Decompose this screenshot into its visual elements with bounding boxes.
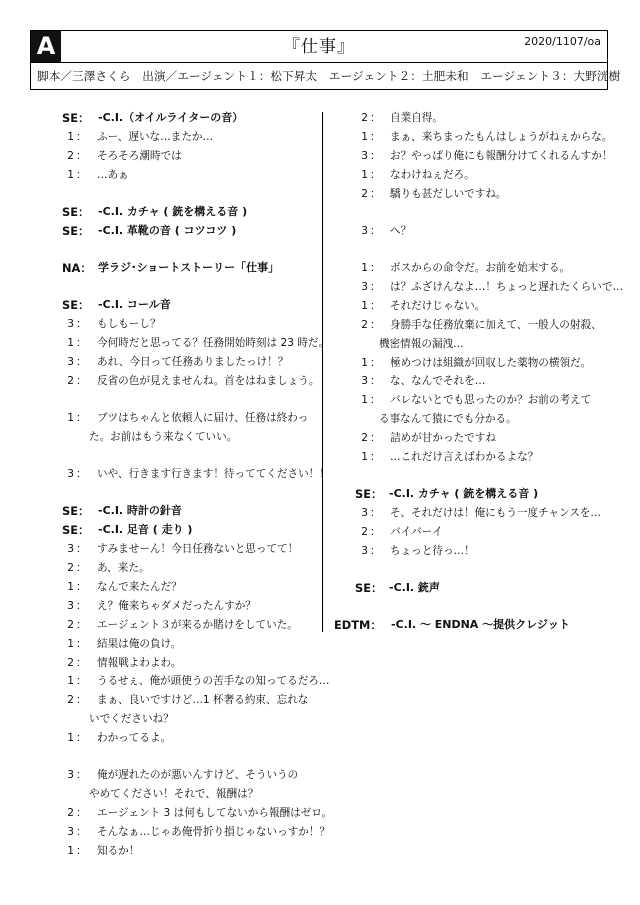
speaker-number: 3 [67,599,74,612]
speaker-colon: ： [370,544,381,557]
dialogue-text: 驕りも甚だしいですね。 [390,187,507,200]
speaker-number: 3 [67,826,74,838]
dialogue-text: まぁ、良いですけど…1 杯奢る約束、忘れな [97,694,309,707]
dialogue-text: ブツはちゃんと依頼人に届け、任務は終わっ [97,412,309,424]
cue-text: -C.I. カチャ ( 銃を構える音 ) [98,204,248,218]
speaker-number: 3 [361,224,368,237]
speaker-number: 2 [67,656,74,669]
cue-label: EDTM： [334,618,382,633]
speaker-colon: ： [370,356,381,369]
speaker-number: 3 [67,543,74,556]
speaker-number: 3 [67,318,74,331]
speaker-number: 1 [361,356,368,369]
dialogue-text: やめてください！それで、報酬は？ [89,788,259,801]
dialogue-text: え？俺来ちゃダメだったんすか？ [97,599,256,612]
speaker-colon: ： [76,807,87,820]
dialogue-text: 極めつけは組織が回収した薬物の横領だ。 [390,356,592,369]
speaker-number: 2 [67,807,74,820]
cue-text: -C.I. 革靴の音 ( コツコツ ) [98,223,237,237]
speaker-colon: ： [76,618,87,631]
speaker-colon: ： [370,224,381,237]
dialogue-text: まぁ、来ちまったもんはしょうがねぇからな。 [390,130,613,143]
cue-label: SE： [355,487,383,502]
dialogue-text: た。お前はもう来なくていい。 [89,430,238,443]
speaker-colon: ： [370,318,381,331]
speaker-colon: ： [76,149,87,162]
speaker-colon: ： [370,375,381,388]
cue-text: -C.I. ～ ENDNA ～提供クレジット [391,618,570,632]
dialogue-text: 身勝手な任務放棄に加えて、一般人の射殺、 [390,318,602,331]
dialogue-text: エージェント３が来るか賭けをしていた。 [97,618,298,631]
cue-text: -C.I. 時計の針音 [98,504,182,518]
speaker-colon: ： [76,694,87,707]
dialogue-text: 機密情報の漏洩… [379,337,464,350]
dialogue-text: …あぁ [97,168,129,181]
script-title: 『仕事』 [283,37,355,57]
cue-label: SE： [62,204,90,219]
speaker-number: 1 [67,637,74,650]
speaker-number: 2 [67,562,74,574]
speaker-colon: ： [76,675,87,688]
speaker-number: 3 [361,507,368,520]
dialogue-text: すみませーん！今日任務ないと思ってて！ [97,543,299,556]
column-divider [322,112,323,632]
speaker-colon: ： [370,168,381,181]
speaker-number: 3 [67,468,74,481]
cue-label: NA： [62,261,92,275]
speaker-colon: ： [76,168,87,181]
speaker-number: 3 [361,544,368,557]
dialogue-text: ふー、遅いな…またか… [97,130,214,143]
speaker-number: 2 [361,187,368,200]
cue-label: SE： [62,523,90,538]
speaker-number: 1 [361,168,368,181]
dialogue-text: それだけじゃない。 [390,299,486,312]
speaker-number: 2 [67,374,74,387]
speaker-number: 1 [67,412,74,424]
dialogue-text: バレないとでも思ったのか？お前の考えて [390,394,592,407]
speaker-number: 2 [67,149,74,162]
speaker-colon: ： [370,187,381,200]
dialogue-text: あ、来た。 [97,562,150,574]
speaker-number: 3 [67,355,74,368]
speaker-colon: ： [76,130,87,143]
dialogue-text: そろそろ潮時では [97,149,182,162]
speaker-colon: ： [76,826,87,838]
speaker-number: 1 [67,675,74,688]
cue-text: -C.I. カチャ ( 銃を構える音 ) [389,487,539,501]
dialogue-text: いでくださいね？ [89,713,174,726]
speaker-colon: ： [76,844,87,857]
speaker-number: 1 [361,299,368,312]
speaker-number: 2 [361,526,368,538]
speaker-colon: ： [370,112,381,124]
speaker-colon: ： [370,299,381,312]
speaker-colon: ： [76,769,87,782]
dialogue-text: 詰めが甘かったですね [390,432,496,445]
document-id: 2020/1107/oa [524,35,601,48]
dialogue-text: 結果は俺の負け。 [97,637,182,650]
dialogue-text: バイバーイ [390,526,443,538]
speaker-colon: ： [76,562,87,574]
speaker-number: 1 [67,130,74,143]
speaker-number: 2 [361,318,368,331]
cue-label: SE： [62,298,90,313]
speaker-number: 2 [361,432,368,445]
dialogue-text: そんなぁ…じゃあ俺骨折り損じゃないっすか！？ [97,826,331,838]
dialogue-text: 自業自得。 [390,112,443,124]
dialogue-text: は？ふざけんなよ…！ちょっと遅れたくらいで… [390,280,624,293]
speaker-colon: ： [370,280,381,293]
speaker-colon: ： [370,451,381,463]
speaker-colon: ： [370,507,381,520]
speaker-number: 1 [361,451,368,463]
dialogue-text: …これだけ言えばわかるよな？ [390,451,539,463]
speaker-colon: ： [76,599,87,612]
speaker-number: 3 [361,280,368,293]
speaker-colon: ： [370,130,381,143]
dialogue-text: あれ、今日って任務ありましたっけ！？ [97,355,289,368]
dialogue-text: 知るか！ [97,844,140,857]
dialogue-text: ボスからの命令だ。お前を始末する。 [390,262,571,274]
header-divider [31,62,607,63]
speaker-number: 2 [361,112,368,124]
dialogue-text: な、なんでそれを… [390,375,486,388]
dialogue-text: そ、それだけは！俺にもう一度チャンスを… [390,507,602,520]
speaker-colon: ： [76,637,87,650]
speaker-number: 1 [67,732,74,745]
speaker-colon: ： [76,412,87,424]
speaker-colon: ： [370,149,381,162]
speaker-number: 2 [67,618,74,631]
cue-label: SE： [62,111,90,125]
cue-text: -C.I. コール音 [98,298,171,312]
speaker-colon: ： [370,432,381,445]
speaker-colon: ： [370,394,381,407]
speaker-colon: ： [76,337,87,349]
speaker-colon: ： [76,374,87,387]
speaker-colon: ： [76,580,87,593]
dialogue-text: 反省の色が見えませんね。首をはねましょう。 [97,374,320,387]
cue-label: SE： [62,223,90,238]
dialogue-text: 俺が遅れたのが悪いんすけど、そういうの [97,769,299,782]
speaker-colon: ： [76,656,87,669]
dialogue-text: わかってるよ。 [97,732,172,745]
dialogue-text: お？やっぱり俺にも報酬分けてくれるんすか！ [390,149,613,162]
dialogue-text: 今何時だと思ってる？任務開始時刻は 23 時だ。 [97,337,330,349]
cue-label: SE： [355,581,383,596]
speaker-colon: ： [76,355,87,368]
speaker-number: 3 [361,375,368,388]
speaker-number: 3 [361,149,368,162]
dialogue-text: もしもーし？ [97,318,161,331]
dialogue-text: へ？ [390,224,412,237]
credits-line: 脚本／三澤さくら 出演／エージェント１：松下昇太 エージェント２：土肥未和 エージェント３：大野洸樹 [37,69,621,83]
dialogue-text: うるせぇ、俺が頭使うの苦手なの知ってるだろ… [97,675,330,688]
speaker-colon: ： [76,468,87,481]
speaker-number: 1 [67,580,74,593]
cue-label: SE： [62,504,90,519]
dialogue-text: なんで来たんだ？ [97,580,182,593]
dialogue-text: 情報戦よわよわ。 [97,656,182,669]
speaker-number: 1 [67,337,74,349]
cue-text: -C.I.（オイルライターの音） [98,111,244,124]
speaker-colon: ： [76,318,87,331]
speaker-number: 3 [67,769,74,782]
cue-text: -C.I. 銃声 [389,581,440,595]
dialogue-text: なわけねぇだろ。 [390,168,475,181]
speaker-number: 1 [361,130,368,143]
cue-text: -C.I. 足音 ( 走り ) [98,523,193,537]
speaker-number: 2 [67,694,74,707]
script-header [30,30,621,90]
dialogue-text: ちょっと待っ…！ [390,544,475,557]
speaker-number: 1 [361,262,368,274]
section-badge: A [31,31,61,62]
speaker-number: 1 [361,394,368,407]
speaker-colon: ： [370,526,381,538]
speaker-number: 1 [67,844,74,857]
speaker-number: 1 [67,168,74,181]
speaker-colon: ： [76,543,87,556]
dialogue-text: いや、行きます行きます！待っててください！！ [97,468,330,481]
dialogue-text: る事なんて猿にでも分かる。 [379,413,517,426]
cue-text: 学ラジ･ショートストーリー「仕事」 [98,261,280,274]
speaker-colon: ： [370,262,381,274]
speaker-colon: ： [76,732,87,745]
dialogue-text: エージェント 3 は何もしてないから報酬はゼロ。 [97,807,333,820]
